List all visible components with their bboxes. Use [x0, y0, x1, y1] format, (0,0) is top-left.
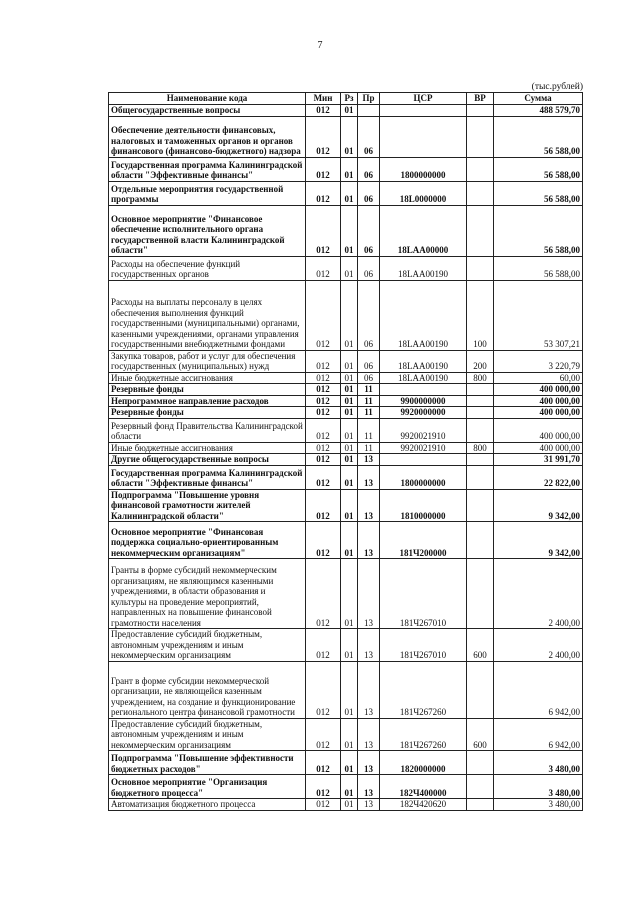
- cell-name: Обеспечение деятельности финансовых, налоговых и таможенных органов и органов финансового (финансово-бюджетного) надзора: [109, 116, 306, 157]
- cell-csr: 181Ч200000: [380, 522, 467, 559]
- table-row: [109, 116, 583, 157]
- cell-sum: 22 822,00: [494, 465, 583, 489]
- cell-sum: 400 000,00: [494, 407, 583, 419]
- cell-min: 012: [306, 775, 341, 799]
- cell-csr: 18LAA00190: [380, 280, 467, 350]
- cell-name: Расходы на выплаты персоналу в целях обеспечения выполнения функций государственными (муниципальными) органами, казенными учреждениями, органами управления государственными внебюджетными фондами: [109, 280, 306, 350]
- cell-vr: [467, 775, 494, 799]
- cell-min: 012: [306, 751, 341, 775]
- cell-rz: 01: [341, 418, 358, 442]
- cell-rz: 01: [341, 395, 358, 407]
- cell-pr: 13: [358, 465, 380, 489]
- table-row: [109, 629, 583, 662]
- cell-rz: 01: [341, 384, 358, 396]
- cell-vr: [467, 395, 494, 407]
- cell-sum: 400 000,00: [494, 418, 583, 442]
- cell-vr: [467, 799, 494, 811]
- cell-min: 012: [306, 442, 341, 454]
- cell-csr: [380, 454, 467, 466]
- cell-min: 012: [306, 280, 341, 350]
- table-row: [109, 384, 583, 396]
- cell-min: 012: [306, 256, 341, 280]
- cell-min: 012: [306, 372, 341, 384]
- cell-rz: 01: [341, 105, 358, 117]
- cell-csr: 18LAA00190: [380, 350, 467, 372]
- cell-rz: 01: [341, 116, 358, 157]
- cell-sum: 56 588,00: [494, 181, 583, 205]
- cell-csr: 182Ч420620: [380, 799, 467, 811]
- cell-csr: 9920000000: [380, 407, 467, 419]
- cell-sum: 400 000,00: [494, 395, 583, 407]
- cell-min: 012: [306, 384, 341, 396]
- cell-vr: [467, 407, 494, 419]
- table-row: [109, 775, 583, 799]
- cell-pr: 06: [358, 157, 380, 181]
- cell-rz: 01: [341, 465, 358, 489]
- table-row: [109, 799, 583, 811]
- cell-pr: 06: [358, 350, 380, 372]
- cell-vr: [467, 181, 494, 205]
- header-pr: Пр: [358, 93, 380, 105]
- cell-name: Подпрограмма "Повышение уровня финансовой грамотности жителей Калининградской области": [109, 489, 306, 522]
- cell-sum: 9 342,00: [494, 489, 583, 522]
- cell-rz: 01: [341, 256, 358, 280]
- cell-pr: 13: [358, 775, 380, 799]
- cell-name: Грант в форме субсидии некоммерческой организации, не являющейся казенным учреждением, на создание и функционирование регионального центра финансовой грамотности: [109, 661, 306, 718]
- cell-name: Государственная программа Калининградской области "Эффективные финансы": [109, 465, 306, 489]
- cell-rz: 01: [341, 751, 358, 775]
- cell-sum: 400 000,00: [494, 442, 583, 454]
- cell-pr: 13: [358, 718, 380, 751]
- cell-csr: 181Ч267260: [380, 661, 467, 718]
- cell-name: Основное мероприятие "Организация бюджетного процесса": [109, 775, 306, 799]
- header-name: Наименование кода: [109, 93, 306, 105]
- cell-pr: 13: [358, 522, 380, 559]
- table-row: [109, 372, 583, 384]
- cell-vr: [467, 751, 494, 775]
- cell-min: 012: [306, 465, 341, 489]
- cell-vr: 600: [467, 629, 494, 662]
- cell-name: Резервные фонды: [109, 384, 306, 396]
- header-min: Мин: [306, 93, 341, 105]
- cell-name: Основное мероприятие "Финансовая поддержка социально-ориентированным некоммерческим организациям": [109, 522, 306, 559]
- cell-sum: 3 480,00: [494, 751, 583, 775]
- cell-vr: [467, 559, 494, 629]
- cell-csr: [380, 105, 467, 117]
- cell-name: Резервные фонды: [109, 407, 306, 419]
- table-row: [109, 454, 583, 466]
- cell-rz: 01: [341, 629, 358, 662]
- cell-name: Отдельные мероприятия государственной программы: [109, 181, 306, 205]
- cell-vr: 100: [467, 280, 494, 350]
- cell-pr: 06: [358, 181, 380, 205]
- header-csr: ЦСР: [380, 93, 467, 105]
- cell-csr: [380, 384, 467, 396]
- cell-vr: [467, 418, 494, 442]
- table-row: [109, 559, 583, 629]
- cell-pr: 13: [358, 629, 380, 662]
- cell-rz: 01: [341, 775, 358, 799]
- cell-vr: 200: [467, 350, 494, 372]
- cell-name: Непрограммное направление расходов: [109, 395, 306, 407]
- cell-sum: 6 942,00: [494, 661, 583, 718]
- table-row: [109, 280, 583, 350]
- cell-min: 012: [306, 395, 341, 407]
- table-row: [109, 489, 583, 522]
- cell-sum: 3 220,79: [494, 350, 583, 372]
- cell-sum: 60,00: [494, 372, 583, 384]
- table-row: [109, 442, 583, 454]
- cell-min: 012: [306, 205, 341, 256]
- cell-rz: 01: [341, 205, 358, 256]
- cell-csr: 9920021910: [380, 418, 467, 442]
- cell-pr: 11: [358, 442, 380, 454]
- cell-sum: 56 588,00: [494, 256, 583, 280]
- cell-rz: 01: [341, 489, 358, 522]
- cell-csr: 182Ч400000: [380, 775, 467, 799]
- cell-rz: 01: [341, 181, 358, 205]
- cell-csr: 1820000000: [380, 751, 467, 775]
- cell-sum: 3 480,00: [494, 775, 583, 799]
- table-row: [109, 105, 583, 117]
- cell-sum: 9 342,00: [494, 522, 583, 559]
- budget-table: [108, 92, 583, 811]
- cell-csr: 181Ч267260: [380, 718, 467, 751]
- cell-vr: [467, 105, 494, 117]
- cell-name: Предоставление субсидий бюджетным, автономным учреждениям и иным некоммерческим организациям: [109, 629, 306, 662]
- cell-csr: 18LAA00190: [380, 372, 467, 384]
- table-row: [109, 256, 583, 280]
- header-sum: Сумма: [494, 93, 583, 105]
- cell-pr: 13: [358, 799, 380, 811]
- cell-name: Общегосударственные вопросы: [109, 105, 306, 117]
- cell-rz: 01: [341, 157, 358, 181]
- cell-name: Иные бюджетные ассигнования: [109, 372, 306, 384]
- cell-vr: [467, 256, 494, 280]
- cell-rz: 01: [341, 799, 358, 811]
- cell-pr: 11: [358, 407, 380, 419]
- cell-name: Иные бюджетные ассигнования: [109, 442, 306, 454]
- cell-min: 012: [306, 116, 341, 157]
- header-vr: ВР: [467, 93, 494, 105]
- table-row: [109, 181, 583, 205]
- cell-rz: 01: [341, 442, 358, 454]
- cell-rz: 01: [341, 559, 358, 629]
- table-row: [109, 418, 583, 442]
- cell-sum: 3 480,00: [494, 799, 583, 811]
- cell-vr: [467, 384, 494, 396]
- cell-min: 012: [306, 418, 341, 442]
- table-row: [109, 350, 583, 372]
- cell-pr: 06: [358, 205, 380, 256]
- cell-rz: 01: [341, 280, 358, 350]
- cell-rz: 01: [341, 350, 358, 372]
- cell-rz: 01: [341, 661, 358, 718]
- cell-min: 012: [306, 559, 341, 629]
- cell-name: Закупка товаров, работ и услуг для обеспечения государственных (муниципальных) нужд: [109, 350, 306, 372]
- cell-sum: 56 588,00: [494, 116, 583, 157]
- units-label: (тыс.рублей): [531, 82, 583, 92]
- table-row: [109, 522, 583, 559]
- cell-name: Предоставление субсидий бюджетным, автономным учреждениям и иным некоммерческим организациям: [109, 718, 306, 751]
- cell-min: 012: [306, 489, 341, 522]
- cell-pr: 13: [358, 661, 380, 718]
- page-number: 7: [317, 40, 323, 51]
- cell-sum: 2 400,00: [494, 559, 583, 629]
- cell-min: 012: [306, 718, 341, 751]
- cell-min: 012: [306, 350, 341, 372]
- cell-name: Подпрограмма "Повышение эффективности бюджетных расходов": [109, 751, 306, 775]
- cell-rz: 01: [341, 407, 358, 419]
- cell-sum: 2 400,00: [494, 629, 583, 662]
- cell-min: 012: [306, 454, 341, 466]
- cell-vr: 800: [467, 442, 494, 454]
- cell-name: Резервный фонд Правительства Калининградской области: [109, 418, 306, 442]
- cell-sum: 400 000,00: [494, 384, 583, 396]
- cell-vr: [467, 116, 494, 157]
- cell-csr: 9900000000: [380, 395, 467, 407]
- cell-pr: 06: [358, 116, 380, 157]
- cell-csr: 18LAA00000: [380, 205, 467, 256]
- cell-pr: 13: [358, 751, 380, 775]
- cell-pr: 06: [358, 372, 380, 384]
- cell-min: 012: [306, 629, 341, 662]
- cell-name: Гранты в форме субсидий некоммерческим организациям, не являющимся казенными учреждениями, в области образования и культуры на проведение мероприятий, направленных на повышение финансовой грамотности населения: [109, 559, 306, 629]
- cell-name: Расходы на обеспечение функций государственных органов: [109, 256, 306, 280]
- header-row: [109, 93, 583, 105]
- table-row: [109, 465, 583, 489]
- cell-min: 012: [306, 661, 341, 718]
- cell-sum: 56 588,00: [494, 205, 583, 256]
- cell-sum: 488 579,70: [494, 105, 583, 117]
- cell-sum: 56 588,00: [494, 157, 583, 181]
- cell-vr: [467, 522, 494, 559]
- cell-vr: [467, 465, 494, 489]
- cell-vr: 600: [467, 718, 494, 751]
- cell-pr: [358, 105, 380, 117]
- cell-vr: [467, 454, 494, 466]
- table-row: [109, 661, 583, 718]
- cell-min: 012: [306, 522, 341, 559]
- cell-vr: [467, 205, 494, 256]
- cell-name: Другие общегосударственные вопросы: [109, 454, 306, 466]
- table-row: [109, 157, 583, 181]
- cell-sum: 6 942,00: [494, 718, 583, 751]
- cell-name: Автоматизация бюджетного процесса: [109, 799, 306, 811]
- table-row: [109, 395, 583, 407]
- table-body: [109, 105, 583, 811]
- cell-pr: 06: [358, 280, 380, 350]
- table-row: [109, 407, 583, 419]
- cell-pr: 11: [358, 395, 380, 407]
- cell-csr: 181Ч267010: [380, 629, 467, 662]
- cell-csr: 18L0000000: [380, 181, 467, 205]
- table-row: [109, 718, 583, 751]
- header-rz: Рз: [341, 93, 358, 105]
- cell-min: 012: [306, 799, 341, 811]
- cell-vr: [467, 489, 494, 522]
- cell-csr: 1800000000: [380, 157, 467, 181]
- cell-csr: 1800000000: [380, 465, 467, 489]
- cell-csr: 1810000000: [380, 489, 467, 522]
- cell-pr: 06: [358, 256, 380, 280]
- cell-min: 012: [306, 181, 341, 205]
- table-row: [109, 751, 583, 775]
- cell-vr: 800: [467, 372, 494, 384]
- cell-csr: 9920021910: [380, 442, 467, 454]
- cell-name: Основное мероприятие "Финансовое обеспечение исполнительного органа государственной власти Калининградской области": [109, 205, 306, 256]
- cell-min: 012: [306, 157, 341, 181]
- cell-rz: 01: [341, 718, 358, 751]
- cell-min: 012: [306, 105, 341, 117]
- cell-rz: 01: [341, 522, 358, 559]
- cell-sum: 53 307,21: [494, 280, 583, 350]
- cell-pr: 13: [358, 454, 380, 466]
- cell-pr: 11: [358, 384, 380, 396]
- cell-pr: 11: [358, 418, 380, 442]
- cell-sum: 31 991,70: [494, 454, 583, 466]
- cell-pr: 13: [358, 489, 380, 522]
- cell-min: 012: [306, 407, 341, 419]
- table-row: [109, 205, 583, 256]
- cell-pr: 13: [358, 559, 380, 629]
- cell-csr: [380, 116, 467, 157]
- cell-csr: 181Ч267010: [380, 559, 467, 629]
- cell-vr: [467, 157, 494, 181]
- cell-rz: 01: [341, 372, 358, 384]
- cell-rz: 01: [341, 454, 358, 466]
- cell-vr: [467, 661, 494, 718]
- cell-csr: 18LAA00190: [380, 256, 467, 280]
- cell-name: Государственная программа Калининградской области "Эффективные финансы": [109, 157, 306, 181]
